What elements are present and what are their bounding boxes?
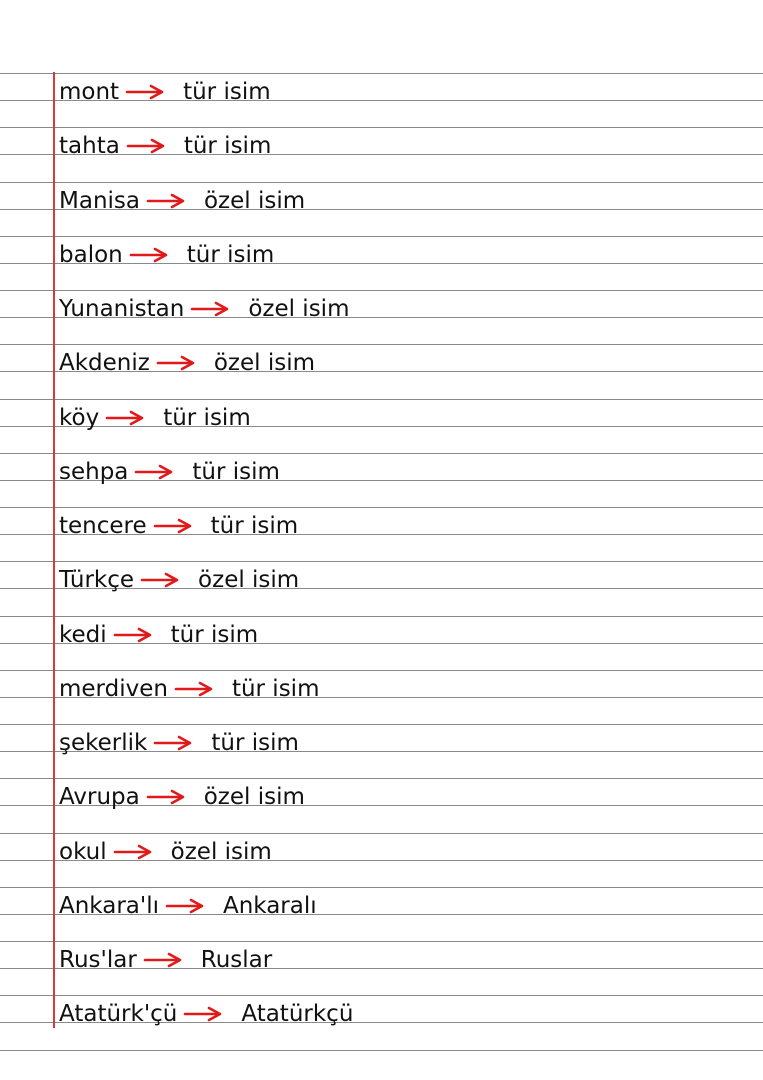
answer-text: özel isim — [248, 296, 350, 322]
word-text: köy — [59, 405, 100, 431]
ruled-line — [0, 73, 763, 74]
ruled-line — [0, 236, 763, 237]
list-item — [59, 455, 739, 489]
list-item — [59, 726, 739, 760]
answer-text: Atatürkçü — [241, 1001, 354, 1027]
answer-text: tür isim — [211, 730, 299, 756]
word-text: Atatürk'çü — [59, 1001, 178, 1027]
word-text: merdiven — [59, 676, 168, 702]
word-text: Yunanistan — [59, 296, 185, 322]
ruled-line — [0, 290, 763, 291]
list-item — [59, 618, 739, 652]
right-arrow-icon — [129, 246, 169, 264]
right-arrow-icon — [125, 83, 165, 101]
word-text: Akdeniz — [59, 350, 150, 376]
word-text: okul — [59, 839, 107, 865]
answer-text: tür isim — [170, 622, 259, 648]
right-arrow-icon — [105, 409, 145, 427]
right-arrow-icon — [113, 843, 153, 861]
list-item — [59, 889, 739, 923]
right-arrow-icon — [174, 680, 214, 698]
list-item — [59, 509, 739, 543]
ruled-line — [0, 724, 763, 725]
ruled-line — [0, 995, 763, 996]
list-item — [59, 75, 739, 109]
ruled-line — [0, 616, 763, 617]
ruled-line — [0, 833, 763, 834]
answer-text: tür isim — [210, 513, 299, 539]
right-arrow-icon — [153, 517, 193, 535]
list-item — [59, 943, 739, 977]
right-arrow-icon — [143, 951, 183, 969]
ruled-line — [0, 127, 763, 128]
right-arrow-icon — [113, 626, 153, 644]
ruled-line — [0, 941, 763, 942]
ruled-line — [0, 778, 763, 779]
list-item — [59, 401, 739, 435]
right-arrow-icon — [190, 300, 230, 318]
answer-text: özel isim — [213, 350, 316, 376]
answer-text: özel isim — [170, 839, 272, 865]
ruled-line — [0, 453, 763, 454]
margin-line — [53, 72, 55, 1028]
word-text: sehpa — [59, 459, 129, 485]
answer-text: tür isim — [183, 133, 272, 159]
list-item — [59, 672, 739, 706]
right-arrow-icon — [140, 571, 180, 589]
word-text: Rus'lar — [59, 947, 137, 973]
word-text: balon — [59, 242, 123, 268]
list-item — [59, 563, 739, 597]
word-text: Ankara'lı — [59, 893, 159, 919]
right-arrow-icon — [153, 734, 193, 752]
ruled-line — [0, 344, 763, 345]
list-item — [59, 238, 739, 272]
word-text: Avrupa — [59, 784, 140, 810]
answer-text: özel isim — [203, 784, 305, 810]
right-arrow-icon — [165, 897, 205, 915]
list-item — [59, 346, 739, 380]
right-arrow-icon — [134, 463, 174, 481]
right-arrow-icon — [146, 788, 186, 806]
word-text: tahta — [59, 133, 120, 159]
answer-text: Ankaralı — [222, 893, 317, 919]
list-item — [59, 780, 739, 814]
answer-text: tür isim — [163, 405, 251, 431]
ruled-line — [0, 887, 763, 888]
answer-text: özel isim — [203, 188, 306, 214]
ruled-line — [0, 399, 763, 400]
answer-text: Ruslar — [200, 947, 273, 973]
ruled-line — [0, 182, 763, 183]
word-text: kedi — [59, 622, 107, 648]
list-item — [59, 129, 739, 163]
right-arrow-icon — [156, 354, 196, 372]
word-text: Türkçe — [59, 567, 135, 593]
ruled-line — [0, 507, 763, 508]
word-text: tencere — [59, 513, 147, 539]
right-arrow-icon — [146, 192, 186, 210]
answer-text: tür isim — [192, 459, 280, 485]
ruled-line — [0, 561, 763, 562]
word-text: şekerlik — [59, 730, 148, 756]
list-item — [59, 292, 739, 326]
answer-text: tür isim — [186, 242, 275, 268]
answer-text: özel isim — [198, 567, 300, 593]
answer-text: tür isim — [183, 79, 271, 105]
ruled-line — [0, 670, 763, 671]
list-item — [59, 835, 739, 869]
right-arrow-icon — [183, 1005, 223, 1023]
list-item — [59, 997, 739, 1031]
right-arrow-icon — [126, 137, 166, 155]
answer-text: tür isim — [231, 676, 320, 702]
ruled-line — [0, 1050, 763, 1051]
word-text: mont — [59, 79, 120, 105]
word-text: Manisa — [59, 188, 140, 214]
list-item — [59, 184, 739, 218]
